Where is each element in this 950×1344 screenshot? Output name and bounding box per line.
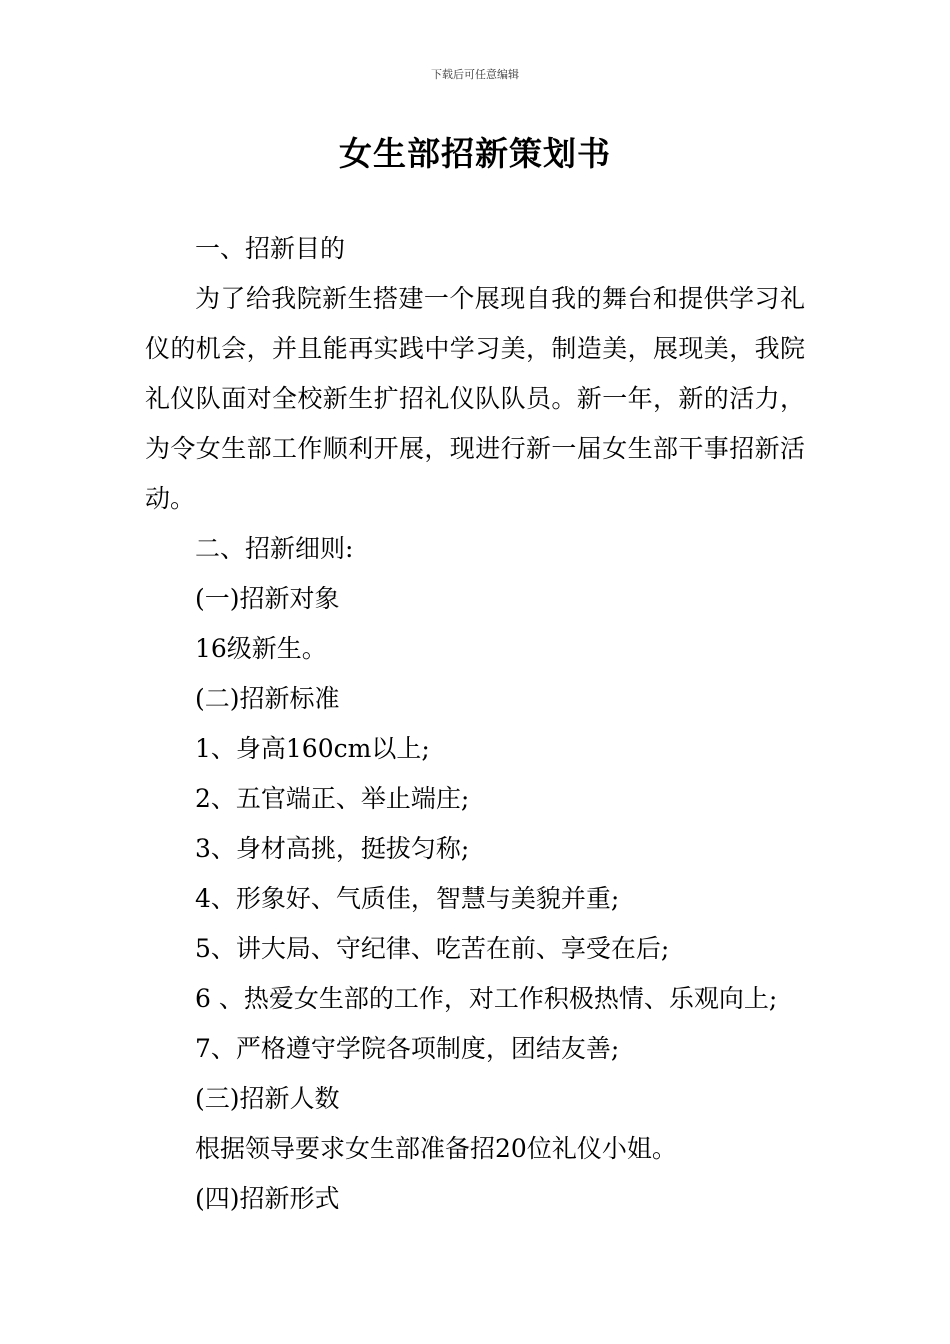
document-body	[145, 224, 805, 1224]
standard-item-2: 2、五官端正、举止端庄;	[195, 784, 470, 813]
section-1-paragraph: 为了给我院新生搭建一个展现自我的舞台和提供学习礼仪的机会，并且能再实践中学习美，制造美，展现美，我院礼仪队面对全校新生扩招礼仪队队员。新一年，新的活力，为令女生部工作顺利开展，现进行新一届女生部干事招新活动。	[145, 284, 805, 513]
standard-item-1: 1、身高160cm以上;	[195, 734, 430, 763]
target-text: 16级新生。	[195, 634, 327, 663]
document-title: 女生部招新策划书	[339, 134, 611, 173]
header-note: 下载后可任意编辑	[431, 68, 519, 81]
form-heading: (四)招新形式	[195, 1184, 340, 1213]
count-text: 根据领导要求女生部准备招20位礼仪小姐。	[195, 1134, 677, 1163]
standard-item-4: 4、形象好、气质佳，智慧与美貌并重;	[195, 884, 620, 913]
standard-item-6: 6 、热爱女生部的工作，对工作积极热情、乐观向上;	[195, 984, 778, 1013]
standard-item-3: 3、身材高挑，挺拔匀称;	[195, 834, 470, 863]
section-1-heading: 一、招新目的	[195, 234, 346, 263]
standard-item-7: 7、严格遵守学院各项制度，团结友善;	[195, 1034, 620, 1063]
section-2-heading: 二、招新细则:	[195, 534, 354, 563]
target-heading: (一)招新对象	[195, 584, 340, 613]
count-heading: (三)招新人数	[195, 1084, 340, 1113]
standard-heading: (二)招新标准	[195, 684, 340, 713]
standard-item-5: 5、讲大局、守纪律、吃苦在前、享受在后;	[195, 934, 670, 963]
